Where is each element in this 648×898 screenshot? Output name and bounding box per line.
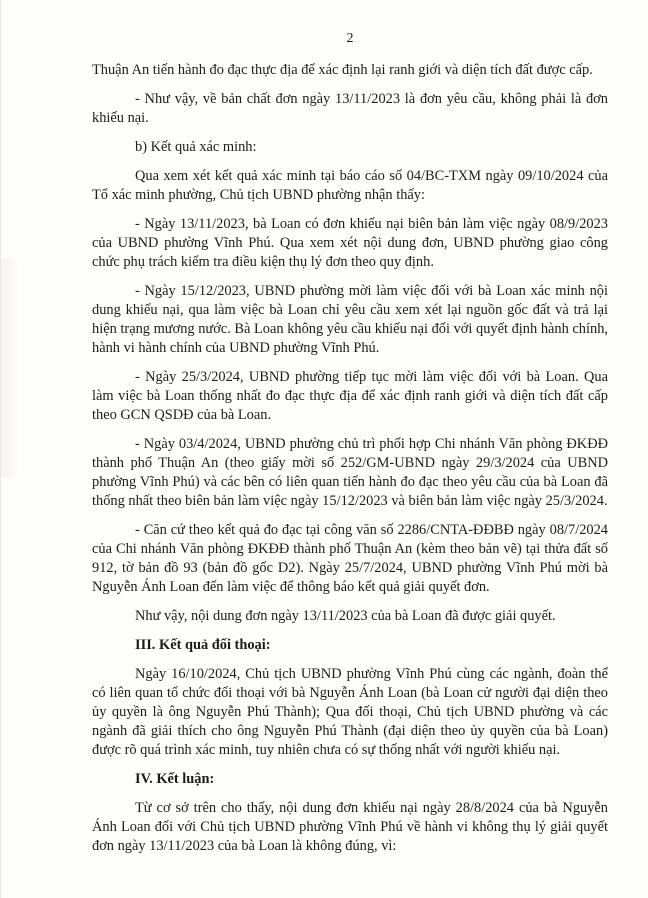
paragraph: - Ngày 25/3/2024, UBND phường tiếp tục mời làm việc đối với bà Loan. Qua làm việc bà Loan thống nhất đo đạc thực địa để xác định ranh giới và diện tích đất cấp theo GCN QSDĐ của bà Loan.	[92, 369, 608, 423]
paragraph: - Căn cứ theo kết quả đo đạc tại công văn số 2286/CNTA-ĐĐBĐ ngày 08/7/2024 của Chi nhánh Văn phòng ĐKĐĐ thành phố Thuận An (kèm theo bản vẽ) tại thửa đất số 912, tờ bản đồ 93 (bản đồ gốc D2). Ngày 25/7/2024, UBND phường Vĩnh Phú mời bà Nguyễn Ánh Loan đến làm việc để thông báo kết quả giải quyết đơn.	[92, 522, 608, 595]
paragraph: Qua xem xét kết quả xác minh tại báo cáo số 04/BC-TXM ngày 09/10/2024 của Tổ xác minh phường, Chủ tịch UBND phường nhận thấy:	[92, 168, 608, 203]
paragraph: Như vậy, nội dung đơn ngày 13/11/2023 của bà Loan đã được giải quyết.	[135, 608, 556, 624]
paragraph: Từ cơ sở trên cho thấy, nội dung đơn khiếu nại ngày 28/8/2024 của bà Nguyễn Ánh Loan đối với Chủ tịch UBND phường Vĩnh Phú về hành vi không thụ lý giải quyết đơn ngày 13/11/2023 của bà Loan là không đúng, vì:	[92, 800, 608, 854]
paragraph: b) Kết quả xác minh:	[135, 139, 257, 155]
paragraph: - Như vậy, về bản chất đơn ngày 13/11/2023 là đơn yêu cầu, không phải là đơn khiếu nại.	[92, 91, 608, 126]
paragraph: Thuận An tiến hành đo đạc thực địa để xác định lại ranh giới và diện tích đất được cấp.	[92, 62, 593, 78]
seal-trace	[1, 258, 19, 478]
paragraph: - Ngày 15/12/2023, UBND phường mời làm việc đối với bà Loan xác minh nội dung khiếu nại, qua làm việc bà Loan chỉ yêu cầu xem xét lại nguồn gốc đất và trả lại hiện trạng mương nước. Bà Loan không yêu cầu khiếu nại đối với quyết định hành chính, hành vi hành chính của UBND phường Vĩnh Phú.	[92, 283, 608, 356]
section-heading: IV. Kết luận:	[135, 771, 215, 787]
paragraph: - Ngày 03/4/2024, UBND phường chủ trì phối hợp Chi nhánh Văn phòng ĐKĐĐ thành phố Thuận An (theo giấy mời số 252/GM-UBND ngày 29/3/2024 của UBND phường Vĩnh Phú) và các bên có liên quan tiến hành đo đạc theo yêu cầu của bà Loan đã thống nhất theo biên bản làm việc ngày 15/12/2023 và biên bản làm việc ngày 25/3/2024.	[92, 436, 608, 509]
page-number: 2	[346, 31, 354, 46]
paragraph: - Ngày 13/11/2023, bà Loan có đơn khiếu nại biên bản làm việc ngày 08/9/2023 của UBND phường Vĩnh Phú. Qua xem xét nội dung đơn, UBND phường giao công chức phụ trách kiểm tra điều kiện thụ lý đơn theo quy định.	[92, 216, 608, 270]
paragraph: Ngày 16/10/2024, Chủ tịch UBND phường Vĩnh Phú cùng các ngành, đoàn thể có liên quan tổ chức đối thoại với bà Nguyễn Ánh Loan (bà Loan cử người đại diện theo ủy quyền là ông Nguyễn Phú Thành); Qua đối thoại, Chủ tịch UBND phường và các ngành đã giải thích cho ông Nguyễn Phú Thành (đại diện theo ủy quyền của bà Loan) được rõ quá trình xác minh, tuy nhiên chưa có sự thống nhất với người khiếu nại.	[92, 666, 608, 758]
document-body	[92, 61, 608, 856]
section-heading: III. Kết quả đối thoại:	[135, 637, 271, 653]
